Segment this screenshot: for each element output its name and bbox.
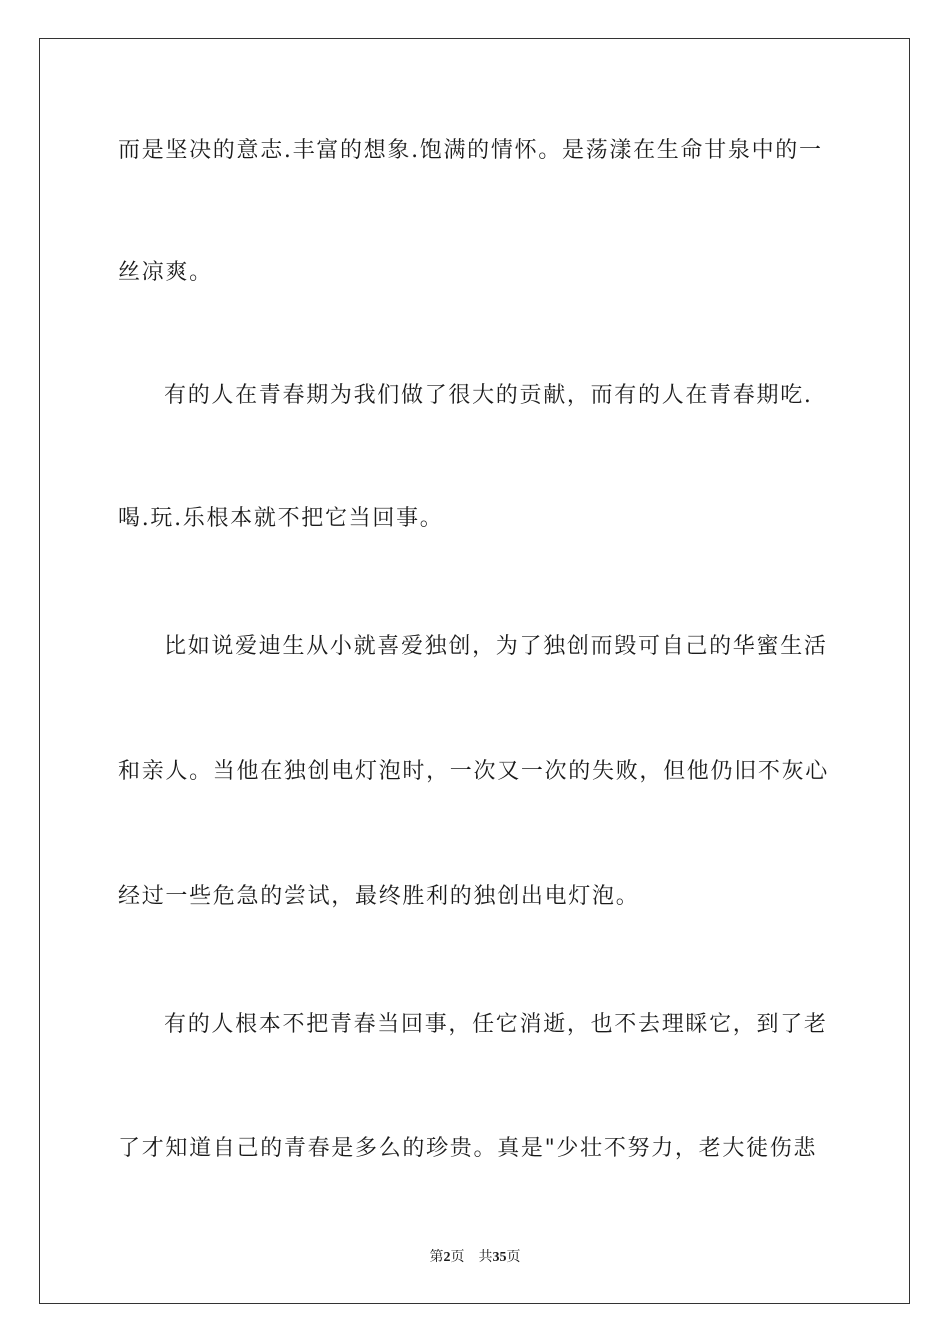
- text-line: 比如说爱迪生从小就喜爱独创，为了独创而毁可自己的华蜜生活: [164, 634, 828, 659]
- text-line: 有的人在青春期为我们做了很大的贡献，而有的人在青春期吃.: [164, 383, 813, 408]
- text-line: 喝.玩.乐根本就不把它当回事。: [118, 506, 444, 531]
- total-pages: 35: [492, 1250, 507, 1265]
- total-suffix: 页: [506, 1249, 521, 1265]
- text-line: 和亲人。当他在独创电灯泡时，一次又一次的失败，但他仍旧不灰心: [118, 759, 830, 784]
- text-line: 丝凉爽。: [118, 260, 213, 285]
- text-line: 有的人根本不把青春当回事，任它消逝，也不去理睬它，到了老: [164, 1012, 828, 1037]
- page-suffix: 页: [450, 1249, 465, 1265]
- page-number: 2: [443, 1250, 451, 1265]
- page-prefix: 第: [429, 1249, 444, 1265]
- text-line: 了才知道自己的青春是多么的珍贵。真是"少壮不努力，老大徒伤悲: [118, 1136, 818, 1161]
- total-prefix: 共: [478, 1249, 493, 1265]
- page-border: [39, 38, 910, 1304]
- page-footer: [0, 1248, 950, 1267]
- text-line: 经过一些危急的尝试，最终胜利的独创出电灯泡。: [118, 884, 640, 909]
- text-line: 而是坚决的意志.丰富的想象.饱满的情怀。是荡漾在生命甘泉中的一: [118, 138, 823, 163]
